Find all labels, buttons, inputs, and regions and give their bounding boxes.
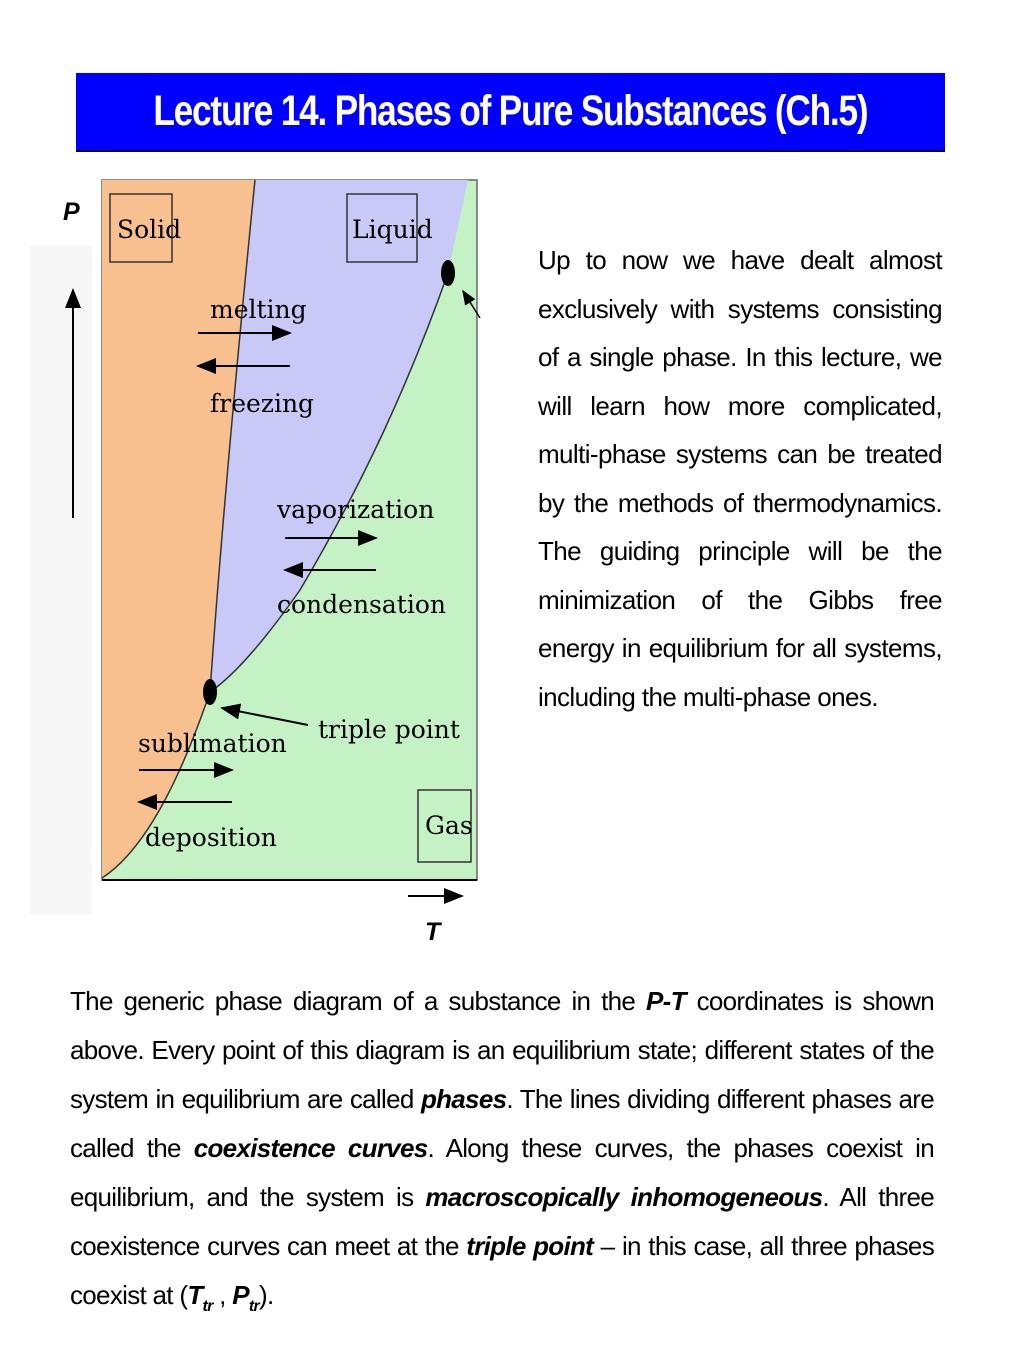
term-triple-point: triple point — [466, 1231, 594, 1261]
critical-point-dot — [441, 260, 455, 286]
freezing-label: freezing — [210, 389, 315, 418]
term-pt: P-T — [645, 986, 686, 1016]
vaporization-label: vaporization — [277, 495, 435, 524]
phase-diagram — [0, 170, 500, 950]
deposition-label: deposition — [145, 823, 277, 852]
subscript-tr-2: tr — [248, 1298, 260, 1315]
solid-label: Solid — [117, 215, 182, 244]
body-text-4: . Along these curves, the phases coexist in equilibrium, and the system is — [70, 1133, 934, 1212]
condensation-label: condensation — [277, 590, 446, 619]
body-text-1: The generic phase diagram of a substance in the — [70, 986, 646, 1016]
body-text-7: ). — [259, 1280, 274, 1310]
body-text-2: coordinates is shown above. Every point of this diagram is an equilibrium state; different states of the system in equilibrium are called — [70, 986, 934, 1114]
triple-point-label: triple point — [318, 715, 460, 744]
slide-title: Lecture 14. Phases of Pure Substances (Ch.5) — [153, 87, 868, 135]
triple-point-dot — [203, 679, 217, 705]
term-coexistence-curves: coexistence curves — [193, 1133, 428, 1163]
intro-paragraph: Up to now we have dealt almost exclusively with systems consisting of a single phase. In this lecture, we will learn how more complicated, multi-phase systems can be treated by the methods of thermodynamics. The guiding principle will be the minimization of the Gibbs free energy in equilibrium for all systems, including the multi-phase ones. — [538, 245, 942, 712]
liquid-label: Liquid — [352, 215, 433, 244]
body-paragraph — [70, 977, 934, 1331]
p-axis-label: P — [63, 198, 80, 226]
t-axis-label: T — [425, 918, 441, 946]
comma: , — [212, 1280, 233, 1310]
symbol-p: P — [232, 1280, 249, 1310]
gas-label: Gas — [425, 811, 473, 840]
sublimation-label: sublimation — [138, 729, 287, 758]
subscript-tr-1: tr — [202, 1298, 213, 1315]
body-text-3: . The lines dividing different phases are called the — [70, 1084, 934, 1163]
symbol-t: T — [187, 1280, 203, 1310]
body-text-5: . All three coexistence curves can meet at the — [70, 1182, 934, 1261]
backdrop — [30, 245, 92, 915]
term-macroscopically-inhomogeneous: macroscopically inhomogeneous — [425, 1182, 823, 1212]
term-phases: phases — [420, 1084, 507, 1114]
body-text-6: – in this case, all three phases coexist at ( — [70, 1231, 934, 1310]
melting-label: melting — [210, 295, 307, 324]
title-banner — [76, 73, 945, 152]
